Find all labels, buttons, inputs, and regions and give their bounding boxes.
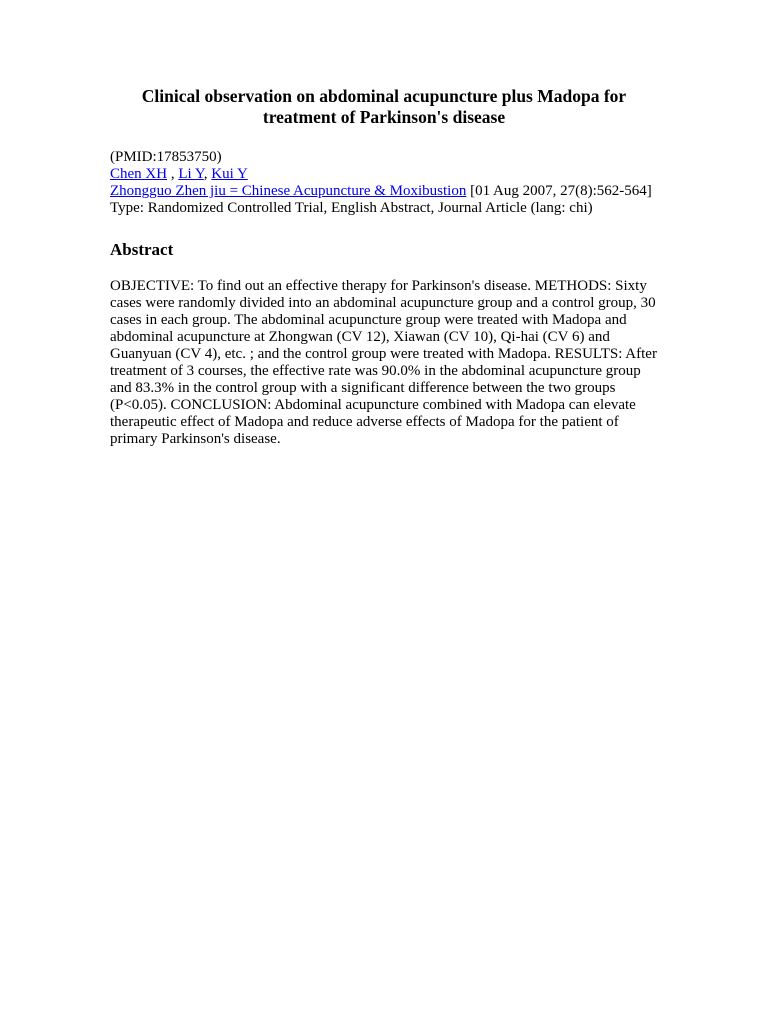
author-separator: , (203, 166, 208, 182)
journal-citation (110, 183, 658, 200)
author-link-li-y[interactable]: Li Y (178, 166, 204, 182)
journal-link[interactable]: Zhongguo Zhen jiu = Chinese Acupuncture & Moxibustion (110, 183, 467, 199)
citation-details: [01 Aug 2007, 27(8):562-564] (470, 183, 652, 199)
article-metadata (110, 149, 658, 217)
author-list (110, 166, 658, 183)
abstract-heading: Abstract (110, 240, 174, 259)
article-container (110, 86, 658, 463)
author-link-kui-y[interactable]: Kui Y (211, 166, 248, 182)
pmid: (PMID:17853750) (110, 149, 222, 165)
article-title: Clinical observation on abdominal acupuncture plus Madopa for treatment of Parkinson's disease (141, 86, 627, 127)
author-link-chen-xh[interactable]: Chen XH (110, 166, 168, 182)
abstract-text: OBJECTIVE: To find out an effective therapy for Parkinson's disease. METHODS: Sixty cases were randomly divided into an abdominal acupuncture group and a control group, 30 cases in each group. The abdominal acupuncture group were treated with Madopa and abdominal acupuncture at Zhongwan (CV 12), Xiawan (CV 10), Qi-hai (CV 6) and Guanyuan (CV 4), etc. ; and the control group were treated with Madopa. RESULTS: After treatment of 3 courses, the effective rate was 90.0% in the abdominal acupuncture group and 83.3% in the control group with a significant difference between the two groups (P<0.05). CONCLUSION: Abdominal acupuncture combined with Madopa can elevate therapeutic effect of Madopa and reduce adverse effects of Madopa for the patient of primary Parkinson's disease. (110, 278, 657, 447)
publication-type: Type: Randomized Controlled Trial, English Abstract, Journal Article (lang: chi) (110, 200, 593, 216)
author-separator: , (170, 166, 175, 182)
